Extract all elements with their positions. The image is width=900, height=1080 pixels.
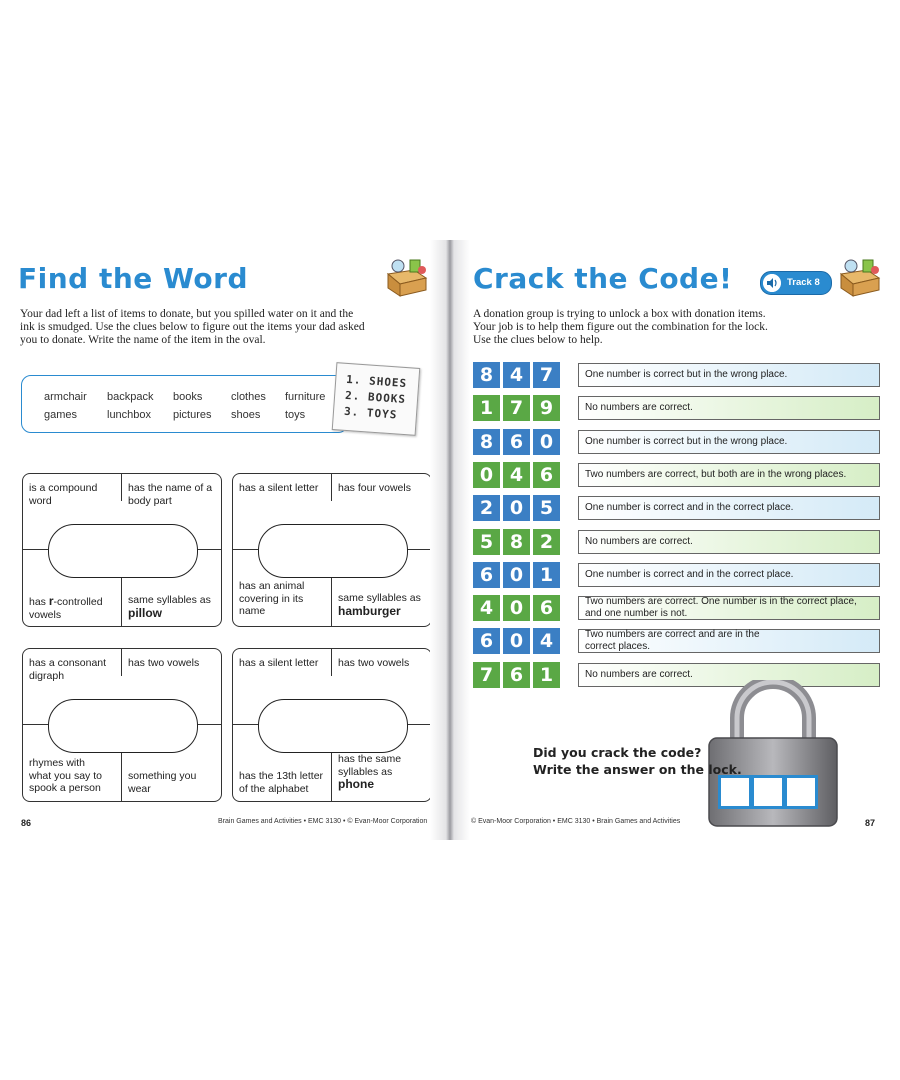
code-digit: 0 (533, 429, 560, 455)
word-bank-item: shoes (231, 409, 261, 421)
note-line: 3. TOYS (343, 404, 398, 422)
word-bank (21, 375, 348, 433)
code-row (473, 562, 883, 590)
code-row (473, 495, 883, 523)
clue-top-left: is a compound word (29, 482, 98, 507)
code-digit: 6 (503, 429, 530, 455)
clue-top-right: has two vowels (128, 657, 200, 669)
divider (331, 649, 332, 676)
page-footer: © Evan-Moor Corporation • EMC 3130 • Brain Games and Activities (471, 818, 681, 825)
code-row (473, 429, 883, 457)
clue-top-right: has four vowels (338, 482, 411, 494)
clue-box (578, 530, 880, 554)
code-digit: 0 (473, 462, 500, 488)
clue-bottom-left (29, 595, 121, 621)
code-digit: 6 (473, 628, 500, 654)
clue-text: -controlled vowels (29, 596, 103, 621)
code-row (473, 628, 883, 656)
code-digit: 0 (503, 628, 530, 654)
audio-track-badge[interactable] (760, 271, 832, 295)
answer-oval[interactable] (258, 699, 408, 753)
divider (233, 724, 258, 725)
clue-top-left: has a consonant digraph (29, 657, 107, 682)
code-digit: 0 (503, 562, 530, 588)
clue-box (578, 629, 880, 653)
shopping-note (332, 362, 421, 436)
code-digit: 4 (503, 462, 530, 488)
lock-answer-box[interactable] (751, 775, 785, 809)
clue-bold: phone (338, 777, 374, 791)
lock-prompt (533, 744, 742, 778)
divider (233, 549, 258, 550)
clue-text: One number is correct but in the wrong place. (585, 369, 788, 380)
clue-text: No numbers are correct. (585, 535, 693, 547)
clue-bold: r (48, 594, 54, 608)
code-digit: 2 (533, 529, 560, 555)
word-bank-item: pictures (173, 409, 212, 421)
answer-oval[interactable] (48, 699, 198, 753)
divider (331, 751, 332, 801)
code-digit: 6 (473, 562, 500, 588)
code-digit: 7 (533, 362, 560, 388)
clue-bottom-left: has the 13th letter of the alphabet (239, 770, 324, 795)
clue-text: same syllables as (128, 594, 211, 606)
clue-bold: pillow (128, 605, 162, 620)
page-number: 87 (865, 818, 876, 828)
clue-text: same syllables as (338, 592, 421, 604)
left-page (0, 240, 447, 840)
clue-box (578, 463, 880, 487)
code-digit: 0 (503, 595, 530, 621)
instructions-line: Use the clues below to help. (473, 334, 603, 346)
clue-top-left: has a silent letter (239, 657, 319, 669)
divider (406, 724, 431, 725)
divider (121, 576, 122, 626)
right-page (453, 240, 900, 840)
clue-text: Two numbers are correct. One number is in the correct place, and one number is not. (585, 596, 857, 620)
clue-bottom-right: something you wear (128, 770, 197, 795)
book-gutter (430, 240, 470, 840)
code-digit: 1 (533, 562, 560, 588)
prompt-line: Did you crack the code? (533, 745, 702, 760)
code-digit: 5 (473, 529, 500, 555)
page-title: Crack the Code! (473, 262, 733, 295)
donation-box-icon (384, 256, 430, 298)
clue-box (578, 396, 880, 420)
code-digit: 7 (473, 662, 500, 688)
divider (121, 751, 122, 801)
divider (406, 549, 431, 550)
instructions-line: ink is smudged. Use the clues below to figure out the items your dad asked (20, 321, 365, 333)
answer-oval[interactable] (258, 524, 408, 578)
code-digit: 8 (503, 529, 530, 555)
divider (23, 549, 48, 550)
word-puzzle (22, 473, 222, 627)
clue-text: No numbers are correct. (585, 668, 693, 680)
clue-bottom-right (338, 592, 430, 618)
clue-box (578, 596, 880, 620)
code-digit: 4 (473, 595, 500, 621)
page-title: Find the Word (18, 262, 248, 295)
code-digit: 4 (503, 362, 530, 388)
code-digit: 9 (533, 395, 560, 421)
clue-box (578, 430, 880, 454)
word-bank-item: backpack (107, 391, 154, 403)
instructions-line: you to donate. Write the name of the item in the oval. (20, 334, 266, 346)
divider (196, 549, 221, 550)
clue-text: One number is correct and in the correct place. (585, 568, 794, 580)
code-digit: 8 (473, 429, 500, 455)
instructions-line: A donation group is trying to unlock a box with donation items. (473, 308, 766, 320)
word-puzzle (232, 648, 432, 802)
instructions-line: Your job is to help them figure out the combination for the lock. (473, 321, 768, 333)
code-digit: 5 (533, 495, 560, 521)
divider (121, 474, 122, 501)
track-label: Track 8 (787, 277, 820, 288)
word-puzzle (22, 648, 222, 802)
clue-bottom-left: has an animal covering in its name (239, 580, 305, 617)
clue-text: One number is correct and in the correct place. (585, 502, 794, 514)
note-line: 2. BOOKS (344, 388, 407, 407)
code-row (473, 595, 883, 623)
donation-box-icon (837, 256, 883, 298)
word-bank-item: toys (285, 409, 306, 421)
divider (196, 724, 221, 725)
lock-answer-box[interactable] (784, 775, 818, 809)
clue-top-right: has two vowels (338, 657, 410, 669)
lock-answer-box[interactable] (718, 775, 752, 809)
book-spread (0, 240, 900, 840)
code-row (473, 362, 883, 390)
code-row (473, 395, 883, 423)
clue-box (578, 363, 880, 387)
word-bank-item: books (173, 391, 203, 403)
prompt-line: Write the answer on the lock. (533, 762, 742, 777)
clue-bold: hamburger (338, 603, 401, 618)
clue-top-left: has a silent letter (239, 482, 319, 494)
clue-bottom-left: rhymes with what you say to spook a person (29, 757, 102, 794)
note-line: 1. SHOES (345, 372, 408, 391)
instructions (473, 308, 768, 347)
code-digit: 7 (503, 395, 530, 421)
clue-text: Two numbers are correct and are in the correct places. (585, 629, 760, 653)
divider (121, 649, 122, 676)
code-row (473, 529, 883, 557)
code-digit: 8 (473, 362, 500, 388)
instructions (20, 308, 365, 347)
clue-text: Two numbers are correct, but both are in the wrong places. (585, 468, 847, 480)
word-bank-item: games (44, 409, 78, 421)
divider (23, 724, 48, 725)
page-footer: Brain Games and Activities • EMC 3130 • © Evan-Moor Corporation (218, 818, 428, 825)
divider (331, 474, 332, 501)
clue-text: has the same syllables as (338, 753, 402, 778)
word-bank-item: clothes (231, 391, 266, 403)
word-bank-item: armchair (44, 391, 87, 403)
code-digit: 0 (503, 495, 530, 521)
answer-oval[interactable] (48, 524, 198, 578)
code-digit: 1 (473, 395, 500, 421)
clue-top-right: has the name of a body part (128, 482, 213, 507)
divider (331, 576, 332, 626)
code-digit: 4 (533, 628, 560, 654)
clue-box (578, 563, 880, 587)
instructions-line: Your dad left a list of items to donate, but you spilled water on it and the (20, 308, 354, 320)
code-digit: 6 (533, 595, 560, 621)
clue-bottom-right (128, 594, 220, 620)
clue-bottom-right (338, 753, 418, 792)
word-bank-item: furniture (285, 391, 326, 403)
clue-text: has (29, 596, 49, 608)
code-digit: 2 (473, 495, 500, 521)
code-digit: 1 (533, 662, 560, 688)
code-row (473, 462, 883, 490)
clue-text: One number is correct but in the wrong place. (585, 435, 788, 447)
clue-text: No numbers are correct. (585, 402, 693, 414)
speaker-icon (763, 274, 781, 292)
page-number: 86 (21, 818, 32, 828)
code-digit: 6 (503, 662, 530, 688)
word-bank-item: lunchbox (107, 409, 152, 421)
code-digit: 6 (533, 462, 560, 488)
word-puzzle (232, 473, 432, 627)
clue-box (578, 496, 880, 520)
